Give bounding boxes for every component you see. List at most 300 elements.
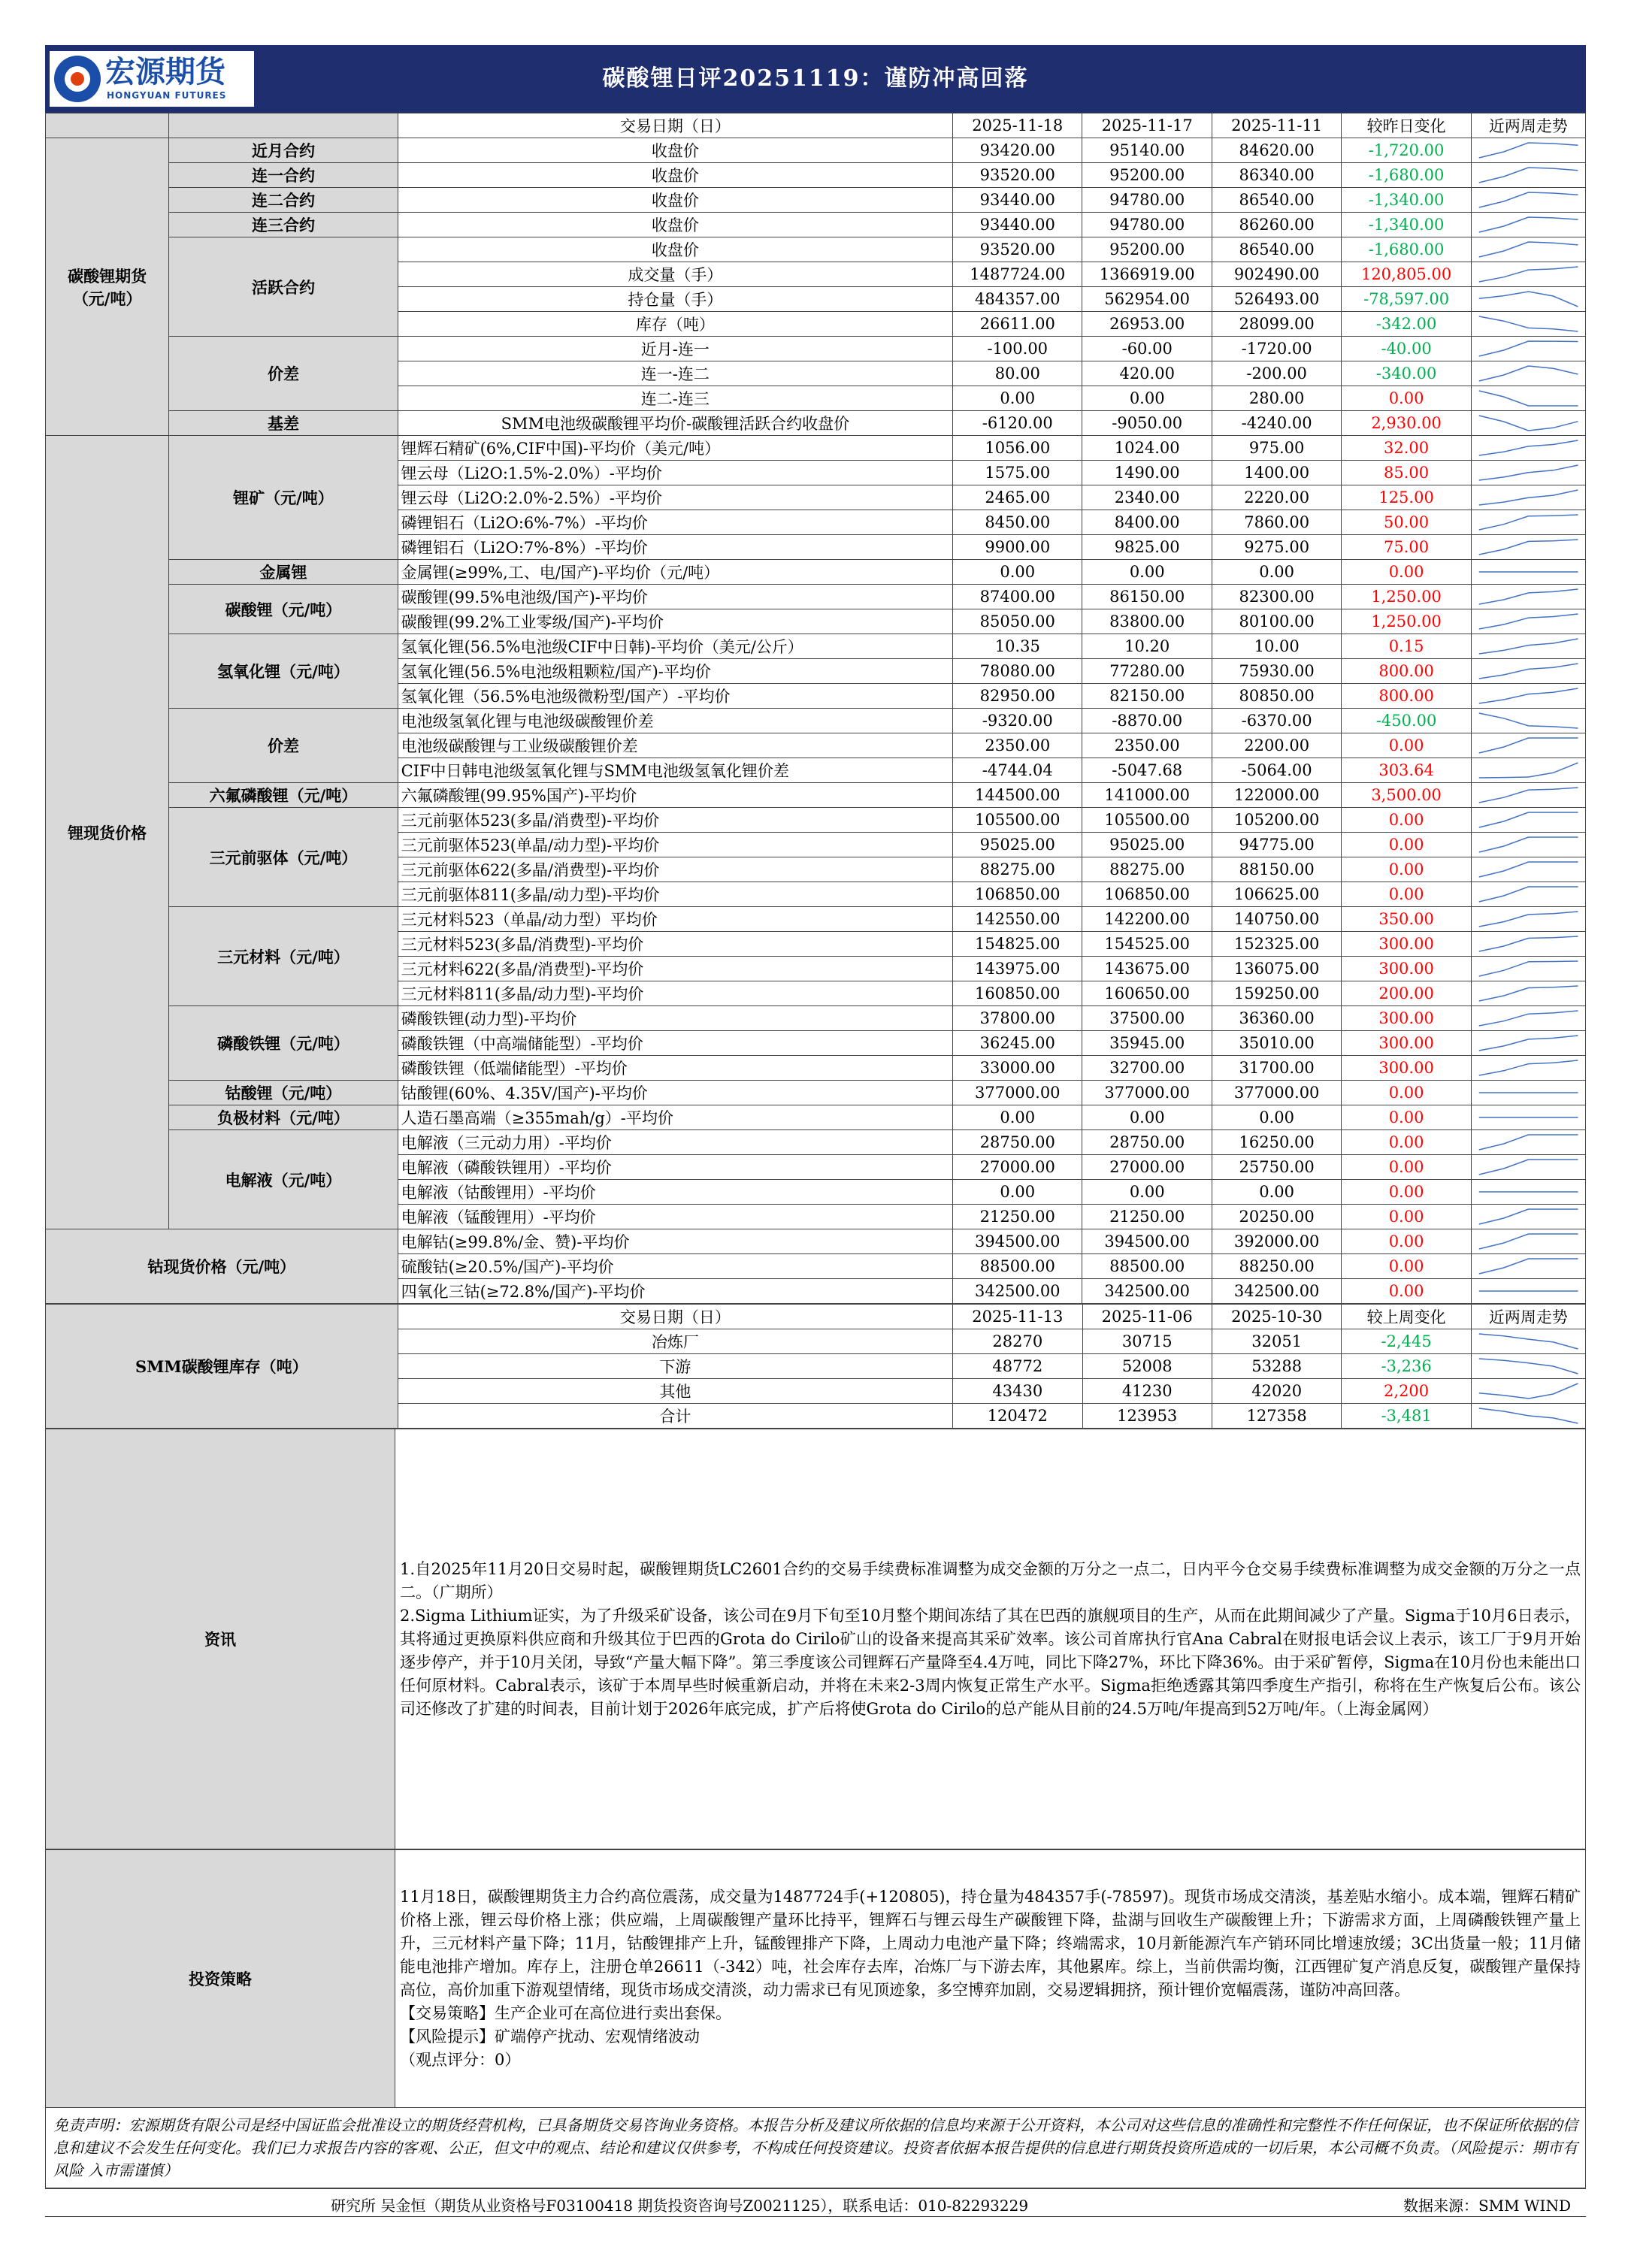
trend-sparkline	[1471, 361, 1585, 386]
header-blank	[169, 113, 398, 138]
value-cell: 377000.00	[1082, 1081, 1212, 1105]
value-cell: 80100.00	[1212, 609, 1341, 634]
item-name: 收盘价	[398, 237, 952, 262]
item-name: 持仓量（手）	[398, 287, 952, 312]
trend-sparkline	[1471, 1130, 1585, 1155]
sparkline-chart	[1475, 164, 1582, 186]
item-name: 氢氧化锂(56.5%电池级粗颗粒/国产)-平均价	[398, 659, 952, 684]
value-cell: 95025.00	[953, 833, 1082, 857]
item-name: 钴酸锂(60%、4.35V/国产)-平均价	[398, 1081, 952, 1105]
value-cell: 120472	[953, 1404, 1082, 1429]
sparkline-line	[1479, 812, 1578, 827]
value-cell: 8400.00	[1082, 510, 1212, 535]
report-title: 碳酸锂日评20251119：谨防冲高回落	[602, 65, 1029, 92]
sparkline-chart	[1475, 685, 1582, 707]
value-cell: 86540.00	[1212, 188, 1341, 213]
subgroup-label: 金属锂	[169, 560, 398, 585]
value-cell: 88250.00	[1212, 1254, 1341, 1279]
value-cell: 95200.00	[1082, 237, 1212, 262]
sparkline-chart	[1475, 1230, 1582, 1253]
change-cell: 1,250.00	[1342, 585, 1471, 609]
sparkline-line	[1479, 515, 1578, 530]
value-cell: 144500.00	[953, 783, 1082, 808]
sparkline-line	[1479, 912, 1578, 927]
column-header: 交易日期（日）	[398, 113, 952, 138]
change-cell: 0.00	[1342, 1105, 1471, 1130]
value-cell: 75930.00	[1212, 659, 1341, 684]
logo-chinese-name: 宏源期货	[105, 55, 225, 89]
trend-sparkline	[1471, 163, 1585, 188]
value-cell: 106625.00	[1212, 882, 1341, 907]
value-cell: 9275.00	[1212, 535, 1341, 560]
trend-sparkline	[1471, 1180, 1585, 1205]
value-cell: 342500.00	[953, 1279, 1082, 1304]
sparkline-line	[1479, 316, 1578, 331]
change-cell: -3,481	[1342, 1404, 1471, 1429]
value-cell: 53288	[1212, 1354, 1341, 1379]
value-cell: 123953	[1082, 1404, 1212, 1429]
item-name: 碳酸锂(99.2%工业零级/国产)-平均价	[398, 609, 952, 634]
table-row	[46, 1229, 1586, 1254]
value-cell: 94775.00	[1212, 833, 1341, 857]
column-header: 2025-11-11	[1212, 113, 1341, 138]
change-cell: 0.00	[1342, 857, 1471, 882]
value-cell: 484357.00	[953, 287, 1082, 312]
value-cell: 160850.00	[953, 981, 1082, 1006]
value-cell: 48772	[953, 1354, 1082, 1379]
value-cell: 32051	[1212, 1329, 1341, 1354]
value-cell: 342500.00	[1082, 1279, 1212, 1304]
sparkline-chart	[1475, 387, 1582, 410]
value-cell: 93420.00	[953, 138, 1082, 163]
sparkline-line	[1479, 465, 1578, 480]
trend-sparkline	[1471, 461, 1585, 485]
table-row	[46, 808, 1586, 833]
change-cell: -450.00	[1342, 709, 1471, 733]
value-cell: 43430	[953, 1379, 1082, 1404]
value-cell: 106850.00	[1082, 882, 1212, 907]
value-cell: 0.00	[1212, 1180, 1341, 1205]
trading-strategy: 【交易策略】生产企业可在高位进行卖出套保。	[400, 2004, 731, 2022]
value-cell: 1400.00	[1212, 461, 1341, 485]
value-cell: 93440.00	[953, 188, 1082, 213]
table-row	[46, 709, 1586, 733]
sparkline-line	[1479, 1060, 1578, 1075]
value-cell: -6120.00	[953, 411, 1082, 436]
value-cell: 420.00	[1082, 361, 1212, 386]
value-cell: -200.00	[1212, 361, 1341, 386]
change-cell: -342.00	[1342, 312, 1471, 337]
column-header: 2025-11-13	[953, 1305, 1082, 1329]
strategy-label: 投资策略	[46, 1850, 395, 2108]
item-name: 锂云母（Li2O:1.5%-2.0%）-平均价	[398, 461, 952, 485]
trend-sparkline	[1471, 287, 1585, 312]
sparkline-line	[1479, 143, 1578, 158]
trend-sparkline	[1471, 485, 1585, 510]
sparkline-chart	[1475, 1032, 1582, 1054]
change-cell: 200.00	[1342, 981, 1471, 1006]
table-row	[46, 585, 1586, 609]
value-cell: 10.20	[1082, 634, 1212, 659]
spot-group-label: 锂现货价格	[46, 436, 169, 1229]
value-cell: 1366919.00	[1082, 262, 1212, 287]
news-item-1: 1.自2025年11月20日交易时起，碳酸锂期货LC2601合约的交易手续费标准调整为成交金额的万分之一点二，日内平今仓交易手续费标准调整为成交金额的万分之一点二。（广期所）	[400, 1559, 1581, 1601]
sparkline-line	[1479, 1408, 1578, 1423]
sparkline-chart	[1475, 213, 1582, 236]
news-content	[395, 1429, 1586, 1849]
value-cell: 136075.00	[1212, 957, 1341, 981]
change-cell: 0.00	[1342, 386, 1471, 411]
change-cell: 300.00	[1342, 1056, 1471, 1081]
sparkline-line	[1479, 1334, 1578, 1349]
value-cell: 154825.00	[953, 932, 1082, 957]
sparkline-chart	[1475, 883, 1582, 906]
sparkline-chart	[1475, 561, 1582, 583]
value-cell: 82150.00	[1082, 684, 1212, 709]
value-cell: -1720.00	[1212, 337, 1341, 361]
item-name: 下游	[398, 1354, 952, 1379]
disclaimer: 免责声明：宏源期货有限公司是经中国证监会批准设立的期货经营机构，已具备期货交易咨询业务资格。本报告分析及建议所依据的信息均来源于公开资料，本公司对这些信息的准确性和完整性不作任何保证，也不保证所依据的信息和建议不会发生任何变化。我们已力求报告内容的客观、公正，但文中的观点、结论和建议仅供参考，不构成任何投资建议。投资者依据本报告提供的信息进行期货投资所造成的一切后果，本公司概不负责。（风险提示：期市有风险 入市需谨慎）	[45, 2108, 1586, 2188]
item-name: 收盘价	[398, 163, 952, 188]
item-name: 人造石墨高端（≥355mah/g）-平均价	[398, 1105, 952, 1130]
futures-group-label: 碳酸锂期货 （元/吨）	[46, 138, 169, 436]
inventory-table	[45, 1304, 1586, 1429]
subgroup-label: 活跃合约	[169, 237, 398, 337]
change-cell: 0.00	[1342, 1130, 1471, 1155]
value-cell: -4744.04	[953, 758, 1082, 783]
sparkline-chart	[1475, 1405, 1582, 1427]
item-name: 四氧化三钴(≥72.8%/国产)-平均价	[398, 1279, 952, 1304]
change-cell: 2,930.00	[1342, 411, 1471, 436]
value-cell: -9320.00	[953, 709, 1082, 733]
trend-sparkline	[1471, 1229, 1585, 1254]
value-cell: 28270	[953, 1329, 1082, 1354]
trend-sparkline	[1471, 1155, 1585, 1180]
value-cell: 86540.00	[1212, 237, 1341, 262]
sparkline-line	[1479, 267, 1578, 282]
value-cell: 975.00	[1212, 436, 1341, 461]
change-cell: 32.00	[1342, 436, 1471, 461]
value-cell: 377000.00	[1212, 1081, 1341, 1105]
trend-sparkline	[1471, 684, 1585, 709]
value-cell: 2200.00	[1212, 733, 1341, 758]
change-cell: 0.00	[1342, 808, 1471, 833]
subgroup-label: 碳酸锂（元/吨）	[169, 585, 398, 634]
value-cell: 122000.00	[1212, 783, 1341, 808]
change-cell: 2,200	[1342, 1379, 1471, 1404]
value-cell: 127358	[1212, 1404, 1341, 1429]
value-cell: 154525.00	[1082, 932, 1212, 957]
sparkline-line	[1479, 366, 1578, 381]
value-cell: 28750.00	[953, 1130, 1082, 1155]
trend-sparkline	[1471, 560, 1585, 585]
item-name: 电解钴(≥99.8%/金、赞)-平均价	[398, 1229, 952, 1254]
sparkline-chart	[1475, 1156, 1582, 1178]
trend-sparkline	[1471, 1404, 1585, 1429]
column-header: 2025-10-30	[1212, 1305, 1341, 1329]
trend-sparkline	[1471, 783, 1585, 808]
trend-sparkline	[1471, 1205, 1585, 1229]
trend-sparkline	[1471, 262, 1585, 287]
news-section	[45, 1429, 1586, 1849]
change-cell: 300.00	[1342, 1006, 1471, 1031]
change-cell: 300.00	[1342, 932, 1471, 957]
column-header: 较上周变化	[1342, 1305, 1471, 1329]
trend-sparkline	[1471, 237, 1585, 262]
change-cell: 0.00	[1342, 1254, 1471, 1279]
sparkline-line	[1479, 713, 1578, 728]
value-cell: 526493.00	[1212, 287, 1341, 312]
sparkline-chart	[1475, 1255, 1582, 1278]
change-cell: 0.00	[1342, 833, 1471, 857]
sparkline-chart	[1475, 635, 1582, 658]
item-name: 六氟磷酸锂(99.95%国产)-平均价	[398, 783, 952, 808]
change-cell: 0.00	[1342, 1155, 1471, 1180]
change-cell: 350.00	[1342, 907, 1471, 932]
value-cell: 87400.00	[953, 585, 1082, 609]
item-name: 电池级氢氧化锂与电池级碳酸锂价差	[398, 709, 952, 733]
value-cell: 2465.00	[953, 485, 1082, 510]
sparkline-chart	[1475, 139, 1582, 162]
risk-warning: 【风险提示】矿端停产扰动、宏观情绪波动	[400, 2028, 700, 2046]
item-name: 磷酸铁锂（低端储能型）-平均价	[398, 1056, 952, 1081]
value-cell: 95025.00	[1082, 833, 1212, 857]
sparkline-chart	[1475, 511, 1582, 534]
column-header: 2025-11-18	[953, 113, 1082, 138]
subgroup-label: 基差	[169, 411, 398, 436]
table-header-row	[46, 113, 1586, 138]
value-cell: 88150.00	[1212, 857, 1341, 882]
change-cell: -3,236	[1342, 1354, 1471, 1379]
sparkline-chart	[1475, 833, 1582, 856]
change-cell: 0.00	[1342, 1081, 1471, 1105]
value-cell: 394500.00	[1082, 1229, 1212, 1254]
value-cell: 0.00	[1212, 1105, 1341, 1130]
trend-sparkline	[1471, 411, 1585, 436]
column-header: 近两周走势	[1471, 1305, 1585, 1329]
value-cell: 0.00	[953, 1180, 1082, 1205]
trend-sparkline	[1471, 634, 1585, 659]
change-cell: 3,500.00	[1342, 783, 1471, 808]
sparkline-chart	[1475, 982, 1582, 1005]
item-name: 硫酸钴(≥20.5%/国产)-平均价	[398, 1254, 952, 1279]
trend-sparkline	[1471, 1006, 1585, 1031]
change-cell: 120,805.00	[1342, 262, 1471, 287]
trend-sparkline	[1471, 808, 1585, 833]
table-row	[46, 1105, 1586, 1130]
value-cell: -4240.00	[1212, 411, 1341, 436]
sparkline-line	[1479, 1036, 1578, 1051]
change-cell: 0.00	[1342, 882, 1471, 907]
value-cell: 37500.00	[1082, 1006, 1212, 1031]
value-cell: 35945.00	[1082, 1031, 1212, 1056]
change-cell: -1,720.00	[1342, 138, 1471, 163]
report-header	[45, 45, 1586, 113]
sparkline-chart	[1475, 858, 1582, 881]
strategy-summary: 11月18日，碳酸锂期货主力合约高位震荡，成交量为1487724手(+120805)，持仓量为484357手(-78597)。现货市场成交清淡，基差贴水缩小。成本端，锂辉石精矿价格上涨，锂云母价格上涨；供应端，上周碳酸锂产量环比持平，锂辉石与锂云母生产碳酸锂下降，盐湖与回收生产碳酸锂上升；下游需求方面，上周磷酸铁锂产量上升，三元材料产量下降；11月，钴酸锂排产上升，锰酸锂排产下降，上周动力电池产量下降；终端需求，10月新能源汽车产销环同比增速放缓；3C出货量一般；11月储能电池排产增加。库存上，注册仓单26611（-342）吨，社会库存去库，冶炼厂与下游去库，其他累库。综上，当前供需均衡，江西锂矿复产消息反复，碳酸锂产量保持高位，高价加重下游观望情绪，现货市场成交清淡，动力需求已有见顶迹象，多空博弈加剧，交易逻辑拥挤，预计锂价宽幅震荡，谨防冲高回落。	[400, 1888, 1581, 1999]
item-name: 库存（吨）	[398, 312, 952, 337]
sparkline-chart	[1475, 1057, 1582, 1079]
change-cell: -1,340.00	[1342, 213, 1471, 237]
sparkline-chart	[1475, 1007, 1582, 1030]
item-name: 三元材料622(多晶/消费型)-平均价	[398, 957, 952, 981]
subgroup-label: 连二合约	[169, 188, 398, 213]
sparkline-chart	[1475, 610, 1582, 633]
change-cell: 0.00	[1342, 560, 1471, 585]
trend-sparkline	[1471, 585, 1585, 609]
value-cell: 0.00	[953, 560, 1082, 585]
table-row	[46, 1081, 1586, 1105]
value-cell: 902490.00	[1212, 262, 1341, 287]
sparkline-chart	[1475, 412, 1582, 434]
value-cell: 36360.00	[1212, 1006, 1341, 1031]
trend-sparkline	[1471, 981, 1585, 1006]
value-cell: 88275.00	[953, 857, 1082, 882]
trend-sparkline	[1471, 1031, 1585, 1056]
header-blank	[46, 113, 169, 138]
change-cell: 0.00	[1342, 1279, 1471, 1304]
news-label: 资讯	[46, 1429, 395, 1849]
trend-sparkline	[1471, 386, 1585, 411]
item-name: 金属锂(≥99%,工、电/国产)-平均价（元/吨）	[398, 560, 952, 585]
change-cell: -1,680.00	[1342, 163, 1471, 188]
trend-sparkline	[1471, 758, 1585, 783]
value-cell: 1490.00	[1082, 461, 1212, 485]
value-cell: 85050.00	[953, 609, 1082, 634]
sparkline-chart	[1475, 1355, 1582, 1377]
value-cell: 0.00	[1212, 560, 1341, 585]
change-cell: 0.00	[1342, 733, 1471, 758]
sparkline-chart	[1475, 1131, 1582, 1154]
sparkline-line	[1479, 887, 1578, 902]
column-header: 2025-11-06	[1082, 1305, 1212, 1329]
item-name: 三元前驱体523(多晶/消费型)-平均价	[398, 808, 952, 833]
data-source: 数据来源：SMM WIND	[1403, 2197, 1571, 2215]
change-cell: 800.00	[1342, 659, 1471, 684]
item-name: 磷锂铝石（Li2O:7%-8%）-平均价	[398, 535, 952, 560]
value-cell: 143675.00	[1082, 957, 1212, 981]
trend-sparkline	[1471, 1105, 1585, 1130]
trend-sparkline	[1471, 932, 1585, 957]
sparkline-line	[1479, 217, 1578, 232]
sparkline-line	[1479, 1011, 1578, 1026]
value-cell: 280.00	[1212, 386, 1341, 411]
value-cell: 10.35	[953, 634, 1082, 659]
sparkline-line	[1479, 986, 1578, 1001]
sparkline-chart	[1475, 908, 1582, 930]
value-cell: 84620.00	[1212, 138, 1341, 163]
change-cell: 800.00	[1342, 684, 1471, 709]
table-row	[46, 411, 1586, 436]
subgroup-label: 六氟磷酸锂（元/吨）	[169, 783, 398, 808]
table-row	[46, 1006, 1586, 1031]
item-name: 其他	[398, 1379, 952, 1404]
table-row	[46, 634, 1586, 659]
sparkline-line	[1479, 168, 1578, 183]
value-cell: 77280.00	[1082, 659, 1212, 684]
item-name: 合计	[398, 1404, 952, 1429]
value-cell: 0.00	[1082, 1180, 1212, 1205]
value-cell: 1487724.00	[953, 262, 1082, 287]
item-name: 氢氧化锂（56.5%电池级微粉型/国产）-平均价	[398, 684, 952, 709]
trend-sparkline	[1471, 1056, 1585, 1081]
sparkline-line	[1479, 738, 1578, 753]
subgroup-label: 价差	[169, 337, 398, 411]
value-cell: 30715	[1082, 1329, 1212, 1354]
strategy-content	[395, 1850, 1586, 2108]
sparkline-line	[1479, 292, 1578, 307]
sparkline-chart	[1475, 933, 1582, 955]
sparkline-line	[1479, 788, 1578, 803]
value-cell: 86260.00	[1212, 213, 1341, 237]
sparkline-chart	[1475, 288, 1582, 310]
sparkline-chart	[1475, 362, 1582, 385]
value-cell: 2340.00	[1082, 485, 1212, 510]
value-cell: 21250.00	[1082, 1205, 1212, 1229]
sparkline-chart	[1475, 1106, 1582, 1129]
value-cell: 2350.00	[953, 733, 1082, 758]
sparkline-chart	[1475, 585, 1582, 608]
strategy-section	[45, 1849, 1586, 2108]
item-name: SMM电池级碳酸锂平均价-碳酸锂活跃合约收盘价	[398, 411, 952, 436]
value-cell: 394500.00	[953, 1229, 1082, 1254]
item-name: 三元材料811(多晶/动力型)-平均价	[398, 981, 952, 1006]
column-header: 2025-11-17	[1082, 113, 1212, 138]
value-cell: 42020	[1212, 1379, 1341, 1404]
value-cell: 0.00	[1082, 560, 1212, 585]
trend-sparkline	[1471, 337, 1585, 361]
sparkline-chart	[1475, 437, 1582, 459]
value-cell: 27000.00	[953, 1155, 1082, 1180]
item-name: 收盘价	[398, 138, 952, 163]
trend-sparkline	[1471, 882, 1585, 907]
value-cell: 35010.00	[1212, 1031, 1341, 1056]
change-cell: 0.00	[1342, 1229, 1471, 1254]
trend-sparkline	[1471, 1354, 1585, 1379]
value-cell: 88500.00	[1082, 1254, 1212, 1279]
inventory-header-row	[46, 1305, 1586, 1329]
trend-sparkline	[1471, 1254, 1585, 1279]
table-row	[46, 188, 1586, 213]
sparkline-line	[1479, 688, 1578, 703]
item-name: 冶炼厂	[398, 1329, 952, 1354]
table-row	[46, 907, 1586, 932]
sparkline-line	[1479, 862, 1578, 877]
report-footer	[45, 2188, 1586, 2217]
news-item-2: 2.Sigma Lithium证实，为了升级采矿设备，该公司在9月下旬至10月整个期间冻结了其在巴西的旗舰项目的生产，从而在此期间减少了产量。Sigma于10月6日表示，其将通过更换原料供应商和升级其位于巴西的Grota do Cirilo矿山的设备来提高其采矿效率。该公司首席执行官Ana Cabral在财报电话会议上表示，该工厂于9月开始逐步停产，并于10月关闭，导致“产量大幅下降”。第三季度该公司锂辉石产量降至4.4万吨，同比下降27%，环比下降36%。由于采矿暂停，Sigma在10月份也未能出口任何原材料。Cabral表示，该矿于本周早些时候重新启动，并将在未来2-3周内恢复正常生产水平。Sigma拒绝透露其第四季度生产指引，称将在生产恢复后公布。该公司还修改了扩建的时间表，目前计划于2026年底完成，扩产后将使Grota do Cirilo的总产能从目前的24.5万吨/年提高到52万吨/年。（上海金属网）	[400, 1606, 1581, 1718]
sparkline-chart	[1475, 1330, 1582, 1353]
sparkline-chart	[1475, 461, 1582, 484]
sparkline-line	[1479, 664, 1578, 679]
value-cell: 141000.00	[1082, 783, 1212, 808]
sparkline-chart	[1475, 189, 1582, 211]
subgroup-label: 近月合约	[169, 138, 398, 163]
value-cell: 41230	[1082, 1379, 1212, 1404]
item-name: 氢氧化锂(56.5%电池级CIF中日韩)-平均价（美元/公斤）	[398, 634, 952, 659]
value-cell: 88500.00	[953, 1254, 1082, 1279]
item-name: 连二-连三	[398, 386, 952, 411]
sparkline-line	[1479, 391, 1578, 406]
value-cell: 9825.00	[1082, 535, 1212, 560]
value-cell: 94780.00	[1082, 213, 1212, 237]
sparkline-chart	[1475, 660, 1582, 682]
value-cell: 26611.00	[953, 312, 1082, 337]
sparkline-line	[1479, 837, 1578, 852]
sparkline-chart	[1475, 313, 1582, 335]
report-page	[45, 45, 1586, 2217]
item-name: 收盘价	[398, 213, 952, 237]
table-row	[46, 337, 1586, 361]
